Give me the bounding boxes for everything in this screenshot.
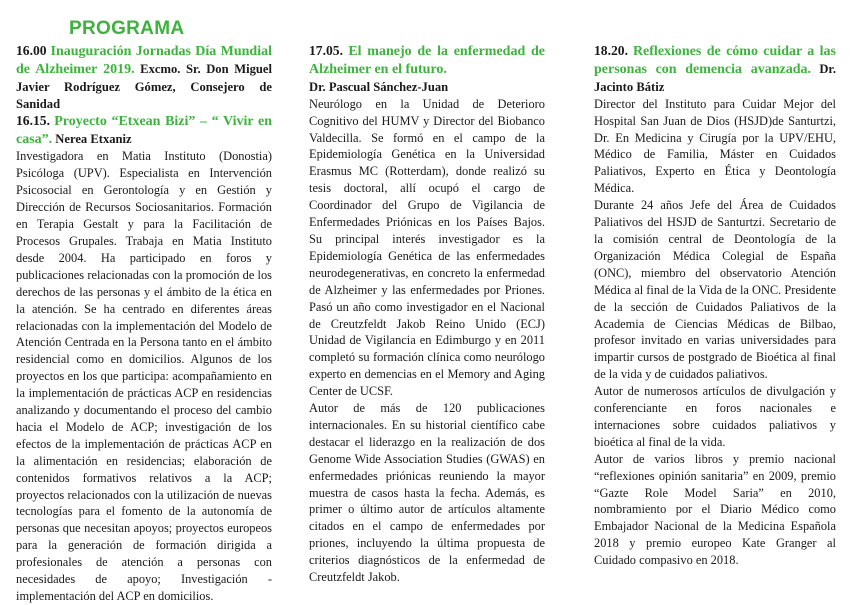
session-3-bio-2: Autor de más de 120 publicaciones internacionales. En su historial científico cabe destacar el liderazgo en la realización de dos Genome Wide Association Studies (GWAS) en enfermedades priónicas reuniendo la mayor muestra de casos hasta la fecha. Además, es primer o último autor de artículos altamente citados en el campo de enfermedades por priones, incluyendo la última propuesta de criterios diagnósticos de la enfermedad de Creutzfeldt Jakob.: [309, 401, 545, 585]
session-1-time: 16.00: [16, 43, 47, 58]
column-3: [594, 43, 836, 569]
session-2-bio: Investigadora en Matia Instituto (Donostia) Psicóloga (UPV). Especialista en Intervención Psicosocial en Gerontología y en Gestión y Dirección de Recursos Sociosanitarios. Formación en Terapia Gestalt y para la Facilitación de Procesos Grupales. Trabaja en Matia Instituto desde 2004. Ha participado en foros y publicaciones relacionadas con la promoción de los derechos de las personas y el ámbito de la ética en la atención. Se ha centrado en diferentes áreas relacionadas con la implementación del Modelo de Atención Centrada en la Persona tanto en el ámbito residencial como en domicilios. Algunos de los proyectos en los que participa: acompañamiento en la implementación de prácticas ACP en residencias analizando y documentando el proceso del cambio hacia el Modelo de ACP; investigación de los efectos de la implementación de prácticas ACP en la alimentación en residencias; elaboración de contenidos formativos relativos a la ACP; proyectos relacionados con la utilización de nuevas tecnologías para el fomento de la autonomía de personas que necesitan apoyos; proyectos europeos para la generación de formación dirigida a profesionales de atención a personas con necesidades de apoyo; Investigación - implementación del ACP en domicilios.: [16, 149, 272, 603]
page-title: PROGRAMA: [69, 18, 185, 39]
session-3-speaker: [309, 79, 545, 96]
session-4: [594, 43, 836, 96]
session-3-bio-1: Neurólogo en la Unidad de Deterioro Cognitivo del HUMV y Director del Biobanco Valdecilla. Se formó en el campo de la Epidemiología Genética en la Universidad Erasmus MC (Rotterdam), donde realizó su tesis doctoral, allí ocupó el cargo de Coordinador del Grupo de Vigilancia de Enfermedades Priónicas en los Países Bajos. Su principal interés investigador es la Epidemiología Genética de las enfermedades neurodegenerativas, en concreto la enfermedad de Alzheimer y las enfermedades por Priones. Pasó un año como investigador en el Nacional de Creutzfeldt Jakob Reino Unido (ECJ) Unidad de Vigilancia en Edimburgo y en 2011 completó su formación clínica como neurólogo experto en demencias en el Memory and Aging Center de UCSF.: [309, 96, 545, 399]
session-4-bio-3: Autor de numerosos artículos de divulgación y conferenciante en foros nacionales e internaciones sobre cuidados paliativos y bioética al final de la vida.: [594, 384, 836, 449]
session-2-title: Proyecto “Etxean Bizi” – “ Vivir en casa”.: [16, 113, 272, 147]
session-3-time: 17.05.: [309, 43, 343, 58]
session-4-bio-1: Director del Instituto para Cuidar Mejor del Hospital San Juan de Dios (HSJD)de Santurtzi, Dr. En Medicina y Cirugía por la UPV/EHU, Médico de Familia, Máster en Cuidados Paliativos, Experto en Ética y Deontología Médica.: [594, 96, 836, 196]
session-4-speaker: Dr. Jacinto Bátiz: [594, 61, 836, 94]
session-2-time: 16.15.: [16, 112, 50, 128]
session-4-bio-2: Durante 24 años Jefe del Área de Cuidados Paliativos del HSJD de Santurtzi. Secretario de la comisión central de Deontología de la Organización Médica Colegial de España (ONC), miembro del observatorio Atención Médica al final de la Vida de la ONC. Presidente de la sección de Cuidados Paliativos de la Academia de Ciencias Médicas de Bilbao, profesor invitado en varias universidades para impartir cursos de postgrado de Bioética al final de la vida y de cuidados paliativos.: [594, 198, 836, 382]
session-1-title: Inauguración Jornadas Día Mundial de Alzheimer 2019.: [16, 44, 272, 77]
column-2: [309, 43, 545, 586]
session-2: [16, 113, 272, 149]
session-4-title: Reflexiones de cómo cuidar a las personas con demencia avanzada.: [594, 44, 836, 77]
session-2-speaker: Nerea Etxaniz: [55, 131, 132, 146]
session-3-speaker-name: Dr. Pascual Sánchez-Juan: [309, 79, 449, 94]
column-1: [16, 43, 272, 605]
session-3-title: El manejo de la enfermedad de Alzheimer en el futuro.: [309, 44, 545, 77]
session-1: [16, 43, 272, 113]
session-4-bio-4: Autor de varios libros y premio nacional “reflexiones opinión sanitaria” en 2009, premio “Gazte Role Model Saria” en 2010, nombramiento por el Diario Médico como Embajador Nacional de la Medicina Española 2018 y premio europeo Kate Granger al Cuidado compasivo en 2018.: [594, 451, 836, 568]
session-1-speaker: Excmo. Sr. Don Miguel Javier Rodríguez Gómez, Consejero de Sanidad: [16, 61, 272, 111]
session-4-time: 18.20.: [594, 43, 628, 58]
session-3: [309, 43, 545, 79]
